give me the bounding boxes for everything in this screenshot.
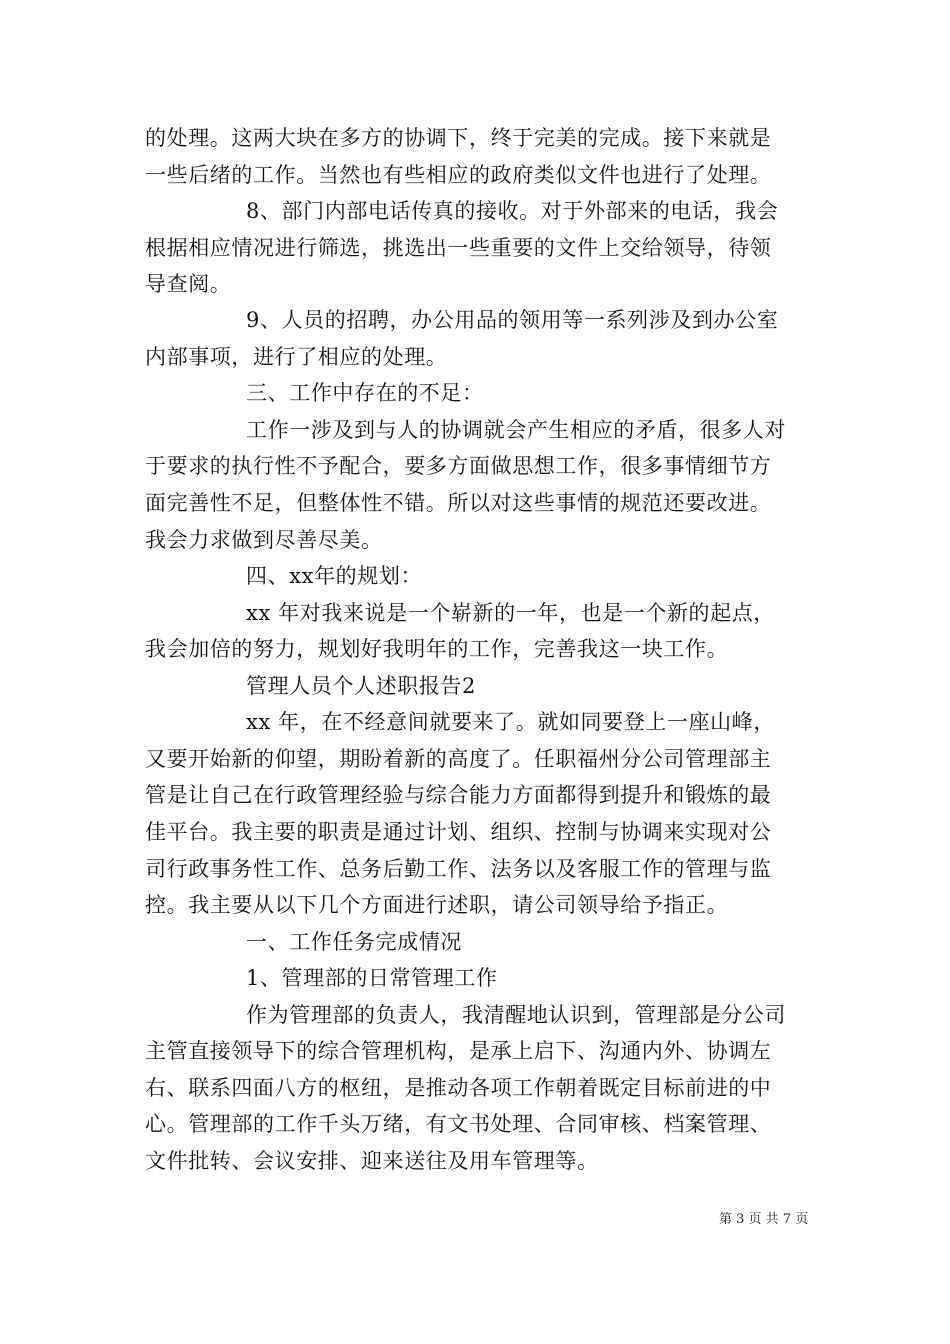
text-line: 作为管理部的负责人，我清醒地认识到，管理部是分公司 [246, 1003, 786, 1027]
text-line: 又要开始新的仰望，期盼着新的高度了。任职福州分公司管理部主 [145, 747, 772, 771]
text-line: 导查阅。 [145, 272, 232, 296]
text-line: 内部事项，进行了相应的处理。 [145, 345, 448, 369]
report-title: 管理人员个人述职报告2 [246, 674, 476, 698]
text-line: 文件批转、会议安排、迎来送往及用车管理等。 [145, 1149, 599, 1173]
text-line: 工作一涉及到与人的协调就会产生相应的矛盾，很多人对 [246, 418, 786, 442]
text-line: 我会加倍的努力，规划好我明年的工作，完善我这一块工作。 [145, 637, 729, 661]
text-line: 控。我主要从以下几个方面进行述职，请公司领导给予指正。 [145, 893, 729, 917]
text-line: 于要求的执行性不予配合，要多方面做思想工作，很多事情细节方 [145, 454, 772, 478]
text-line: 我会力求做到尽善尽美。 [145, 528, 383, 552]
text-line: 管是让自己在行政管理经验与综合能力方面都得到提升和锻炼的最 [145, 783, 772, 807]
text-line: 右、联系四面八方的枢纽，是推动各项工作朝着既定目标前进的中 [145, 1076, 772, 1100]
text-line: 面完善性不足，但整体性不错。所以对这些事情的规范还要改进。 [145, 491, 772, 515]
text-line: xx 年，在不经意间就要来了。就如同要登上一座山峰， [246, 710, 775, 734]
text-line: 9、人员的招聘，办公用品的领用等一系列涉及到办公室 [246, 308, 779, 332]
section-heading: 四、xx年的规划： [246, 564, 423, 588]
section-heading: 一、工作任务完成情况 [246, 930, 462, 954]
text-line: 佳平台。我主要的职责是通过计划、组织、控制与协调来实现对公 [145, 820, 772, 844]
text-line: 一些后绪的工作。当然也有些相应的政府类似文件也进行了处理。 [145, 163, 772, 187]
text-line: xx 年对我来说是一个崭新的一年，也是一个新的起点， [246, 601, 775, 625]
text-line: 8、部门内部电话传真的接收。对于外部来的电话，我会 [246, 199, 779, 223]
text-line: 主管直接领导下的综合管理机构，是承上启下、沟通内外、协调左 [145, 1039, 772, 1063]
text-line: 司行政事务性工作、总务后勤工作、法务以及客服工作的管理与监 [145, 857, 772, 881]
text-line: 的处理。这两大块在多方的协调下，终于完美的完成。接下来就是 [145, 126, 772, 150]
text-line: 心。管理部的工作千头万绪，有文书处理、合同审核、档案管理、 [145, 1112, 772, 1136]
subsection-heading: 1、管理部的日常管理工作 [246, 966, 498, 990]
section-heading: 三、工作中存在的不足： [246, 381, 484, 405]
text-line: 根据相应情况进行筛选，挑选出一些重要的文件上交给领导，待领 [145, 236, 772, 260]
page-number-footer: 第 3 页 共 7 页 [719, 1212, 809, 1227]
